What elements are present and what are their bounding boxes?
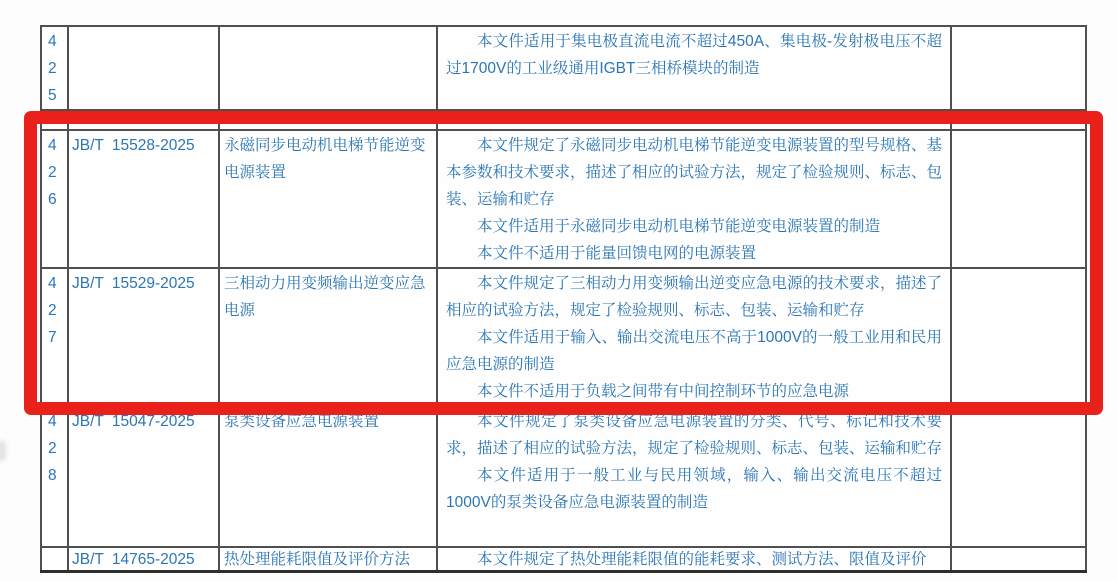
spacer-row bbox=[41, 110, 1086, 130]
scope-paragraph: 本文件适用于永磁同步电动机电梯节能逆变电源装置的制造 bbox=[477, 218, 881, 235]
empty-cell bbox=[951, 110, 1086, 130]
table-row-427 bbox=[41, 268, 1086, 406]
row-number-cell bbox=[41, 406, 68, 547]
row-number-line: 6 bbox=[48, 191, 57, 208]
row-number-cell bbox=[41, 547, 68, 572]
standard-code-cell: JB/T 15528-2025 bbox=[68, 130, 219, 268]
watermark-fragment bbox=[0, 441, 6, 461]
standard-code-cell: JB/T 15529-2025 bbox=[68, 268, 219, 406]
standards-table bbox=[40, 25, 1087, 573]
standard-name-cell: 三相动力用变频输出逆变应急电源 bbox=[219, 268, 437, 406]
table-row-428 bbox=[41, 406, 1086, 547]
scope-cell bbox=[437, 547, 951, 572]
row-number-line: 4 bbox=[48, 33, 57, 50]
row-number-line: 8 bbox=[48, 467, 57, 484]
remarks-cell bbox=[951, 130, 1086, 268]
scope-paragraph: 本文件规定了热处理能耗限值的能耗要求、测试方法、限值及评价 bbox=[477, 551, 927, 568]
standard-code-cell: JB/T 15047-2025 bbox=[68, 406, 219, 547]
scope-paragraph: 本文件适用于一般工业与民用领域，输入、输出交流电压不超过1000V的泵类设备应急电源装置的制造 bbox=[446, 467, 942, 511]
row-number-cell bbox=[41, 26, 68, 110]
remarks-cell bbox=[951, 406, 1086, 547]
scope-paragraph: 本文件不适用于负载之间带有中间控制环节的应急电源 bbox=[477, 383, 850, 400]
standard-name-cell: 泵类设备应急电源装置 bbox=[219, 406, 437, 547]
scope-cell bbox=[437, 406, 951, 547]
row-number-cell bbox=[41, 130, 68, 268]
remarks-cell bbox=[951, 547, 1086, 572]
row-number-line: 4 2 bbox=[48, 275, 57, 319]
standard-name-cell: 永磁同步电动机电梯节能逆变电源装置 bbox=[219, 130, 437, 268]
row-number-line: 7 bbox=[48, 329, 57, 346]
scope-paragraph: 本文件适用于输入、输出交流电压不高于1000V的一般工业用和民用应急电源的制造 bbox=[446, 329, 942, 373]
scope-paragraph: 本文件不适用于能量回馈电网的电源装置 bbox=[477, 245, 757, 262]
row-number-line: 5 bbox=[48, 87, 57, 104]
standard-name-cell: 热处理能耗限值及评价方法 bbox=[219, 547, 437, 572]
scope-paragraph: 本文件规定了永磁同步电动机电梯节能逆变电源装置的型号规格、基本参数和技术要求，描述了相应的试验方法，规定了检验规则、标志、包装、运输和贮存 bbox=[446, 137, 943, 208]
remarks-cell bbox=[951, 26, 1086, 110]
standard-code-cell bbox=[68, 26, 219, 110]
scope-paragraph: 本文件规定了三相动力用变频输出逆变应急电源的技术要求，描述了相应的试验方法，规定了检验规则、标志、包装、运输和贮存 bbox=[446, 275, 943, 319]
row-number-line: 4 2 bbox=[48, 413, 57, 457]
empty-cell bbox=[41, 110, 68, 130]
empty-cell bbox=[437, 110, 951, 130]
remarks-cell bbox=[951, 268, 1086, 406]
row-number-line: 4 2 bbox=[48, 137, 57, 181]
scope-paragraph: 本文件规定了泵类设备应急电源装置的分类、代号、标记和技术要求，描述了相应的试验方法，规定了检验规则、标志、包装、运输和贮存 bbox=[446, 413, 943, 457]
standard-code-cell: JB/T 14765-2025 bbox=[68, 547, 219, 572]
scope-cell bbox=[437, 26, 951, 110]
empty-cell bbox=[68, 110, 219, 130]
table-row-last bbox=[41, 547, 1086, 572]
row-number-line: 2 bbox=[48, 60, 57, 77]
scope-cell bbox=[437, 130, 951, 268]
scope-paragraph: 本文件适用于集电极直流电流不超过450A、集电极-发射极电压不超过1700V的工业级通用IGBT三相桥模块的制造 bbox=[446, 33, 942, 77]
table-row-426 bbox=[41, 130, 1086, 268]
row-number-cell bbox=[41, 268, 68, 406]
standard-name-cell bbox=[219, 26, 437, 110]
scope-cell bbox=[437, 268, 951, 406]
table-row-425 bbox=[41, 26, 1086, 110]
empty-cell bbox=[219, 110, 437, 130]
